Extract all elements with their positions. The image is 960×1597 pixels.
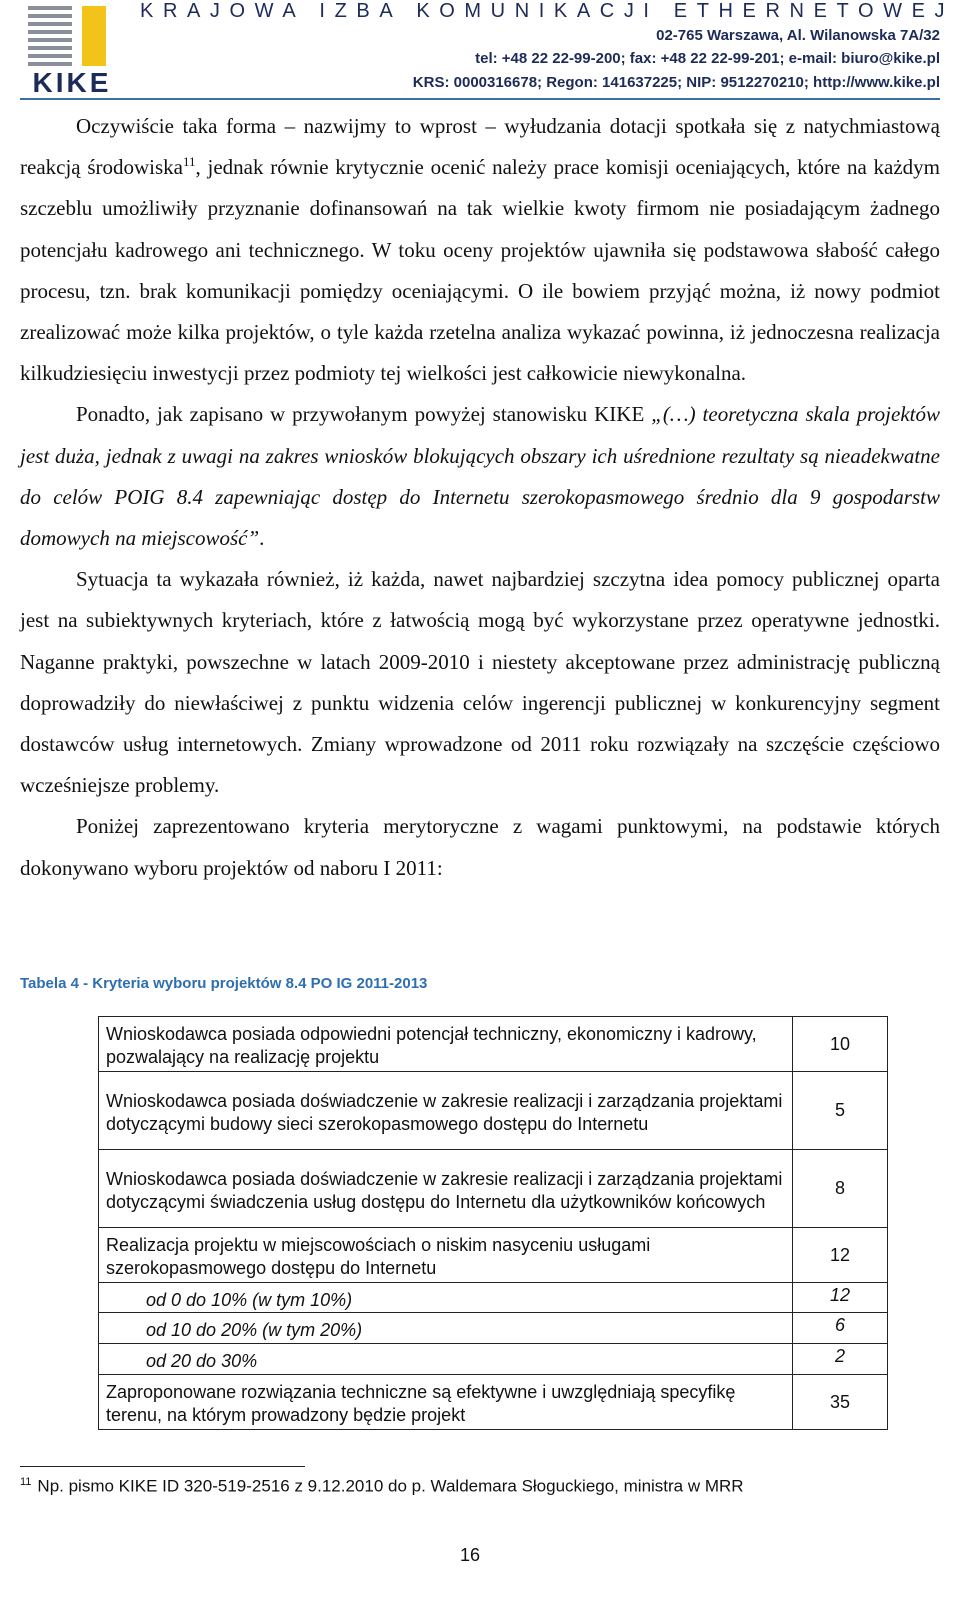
footnote-number: 11 [20, 1476, 32, 1488]
criteria-table [98, 1016, 888, 1430]
paragraph-4: Poniżej zaprezentowano kryteria merytoryczne z wagami punktowymi, na podstawie których dokonywano wyboru projektów od naboru I 2011: [20, 814, 940, 880]
footnote-divider [20, 1466, 305, 1467]
criterion-cell: Wnioskodawca posiada odpowiedni potencjał techniczny, ekonomiczny i kadrowy, pozwalający na realizację projektu [99, 1017, 793, 1072]
criterion-cell: Wnioskodawca posiada doświadczenie w zakresie realizacji i zarządzania projektami dotyczącymi świadczenia usług dostępu do Internetu dla użytkowników końcowych [99, 1150, 793, 1228]
criterion-cell: Realizacja projektu w miejscowościach o niskim nasyceniu usługami szerokopasmowego dostępu do Internetu [99, 1228, 793, 1283]
points-cell: 2 [793, 1344, 888, 1375]
contact-line: tel: +48 22 22-99-200; fax: +48 22 22-99-201; e-mail: biuro@kike.pl [475, 50, 940, 67]
criterion-cell: Zaproponowane rozwiązania techniczne są efektywne i uwzględniają specyfikę terenu, na którym prowadzony będzie projekt [99, 1375, 793, 1430]
table-caption: Tabela 4 - Kryteria wyboru projektów 8.4 PO IG 2011-2013 [20, 975, 428, 992]
paragraph-1-text-b: , jednak równie krytycznie ocenić należy prace komisji oceniających, które na każdym szczeblu umożliwiły przyznanie dofinansowań na tak wielkie kwoty firmom nie posiadającym żadnego potencjału kadrowego ani technicznego. W toku oceny projektów ujawniła się podstawowa słabość całego procesu, tzn. brak komunikacji pomiędzy oceniającymi. O ile bowiem przyjąć można, iż nowy podmiot zrealizować może kilka projektów, o tyle każda rzetelna analiza wykazać powinna, iż jednoczesna realizacja kilkudziesięciu inwestycji przez podmioty tej wielkości jest całkowicie niewykonalna. [20, 155, 940, 386]
footnote [20, 1476, 920, 1497]
letterhead [0, 0, 960, 100]
points-cell: 12 [793, 1228, 888, 1283]
points-cell: 5 [793, 1072, 888, 1150]
table-row [99, 1150, 888, 1228]
table-row [99, 1072, 888, 1150]
page-number: 16 [459, 1545, 481, 1565]
header-divider [20, 98, 940, 100]
paragraph-1-text-a: Oczywiście taka forma – nazwijmy to wprost – wyłudzania dotacji spotkała się z natychmiastową reakcją środowiska [20, 114, 940, 180]
document-body [20, 106, 940, 889]
table-row [99, 1017, 888, 1072]
registry-line: KRS: 0000316678; Regon: 141637225; NIP: 9512270210; http://www.kike.pl [412, 74, 940, 91]
organization-name: KRAJOWA IZBA KOMUNIKACJI ETHERNETOWEJ [140, 0, 955, 22]
paragraph-2-text-a: Ponadto, jak zapisano w przywołanym powyżej stanowisku KIKE [76, 402, 652, 427]
criterion-cell: od 20 do 30% [99, 1344, 793, 1375]
paragraph-1 [20, 106, 940, 394]
points-cell: 8 [793, 1150, 888, 1228]
logo-lettering: KIKE [32, 67, 112, 96]
kike-logo [26, 4, 126, 96]
table-row [99, 1228, 888, 1283]
criterion-cell: od 10 do 20% (w tym 20%) [99, 1313, 793, 1344]
table-row [99, 1375, 888, 1430]
table-row [99, 1344, 888, 1375]
footnote-reference[interactable]: 11 [183, 154, 196, 170]
criterion-cell: od 0 do 10% (w tym 10%) [99, 1283, 793, 1313]
points-cell: 35 [793, 1375, 888, 1430]
table-row [99, 1283, 888, 1313]
points-cell: 10 [793, 1017, 888, 1072]
table-row [99, 1313, 888, 1344]
paragraph-3: Sytuacja ta wykazała również, iż każda, nawet najbardziej szczytna idea pomocy publicznej oparta jest na subiektywnych kryteriach, które z łatwością mogą być wykorzystane przez operatywne jednostki. Naganne praktyki, powszechne w latach 2009-2010 i niestety akceptowane przez administrację publiczną doprowadziły do niewłaściwej z punktu widzenia celów ingerencji publicznej w konkurencyjny segment dostawców usług internetowych. Zmiany wprowadzone od 2011 roku rozwiązały na szczęście częściowo wcześniejsze problemy. [20, 567, 940, 798]
paragraph-2 [20, 394, 940, 559]
criterion-cell: Wnioskodawca posiada doświadczenie w zakresie realizacji i zarządzania projektami dotyczącymi budowy sieci szerokopasmowego dostępu do Internetu [99, 1072, 793, 1150]
address: 02-765 Warszawa, Al. Wilanowska 7A/32 [656, 27, 940, 44]
footnote-text: Np. pismo KIKE ID 320-519-2516 z 9.12.2010 do p. Waldemara Słoguckiego, ministra w MRR [37, 1476, 744, 1496]
paragraph-2-text-b: . [259, 526, 265, 551]
points-cell: 6 [793, 1313, 888, 1344]
points-cell: 12 [793, 1283, 888, 1313]
quoted-statement: „(…) teoretyczna skala projektów jest duża, jednak z uwagi na zakres wniosków blokujących obszary ich uśrednione rezultaty są nieadekwatne do celów POIG 8.4 zapewniając dostęp do Internetu szerokopasmowego średnio dla 9 gospodarstw domowych na miejscowość” [20, 402, 940, 551]
